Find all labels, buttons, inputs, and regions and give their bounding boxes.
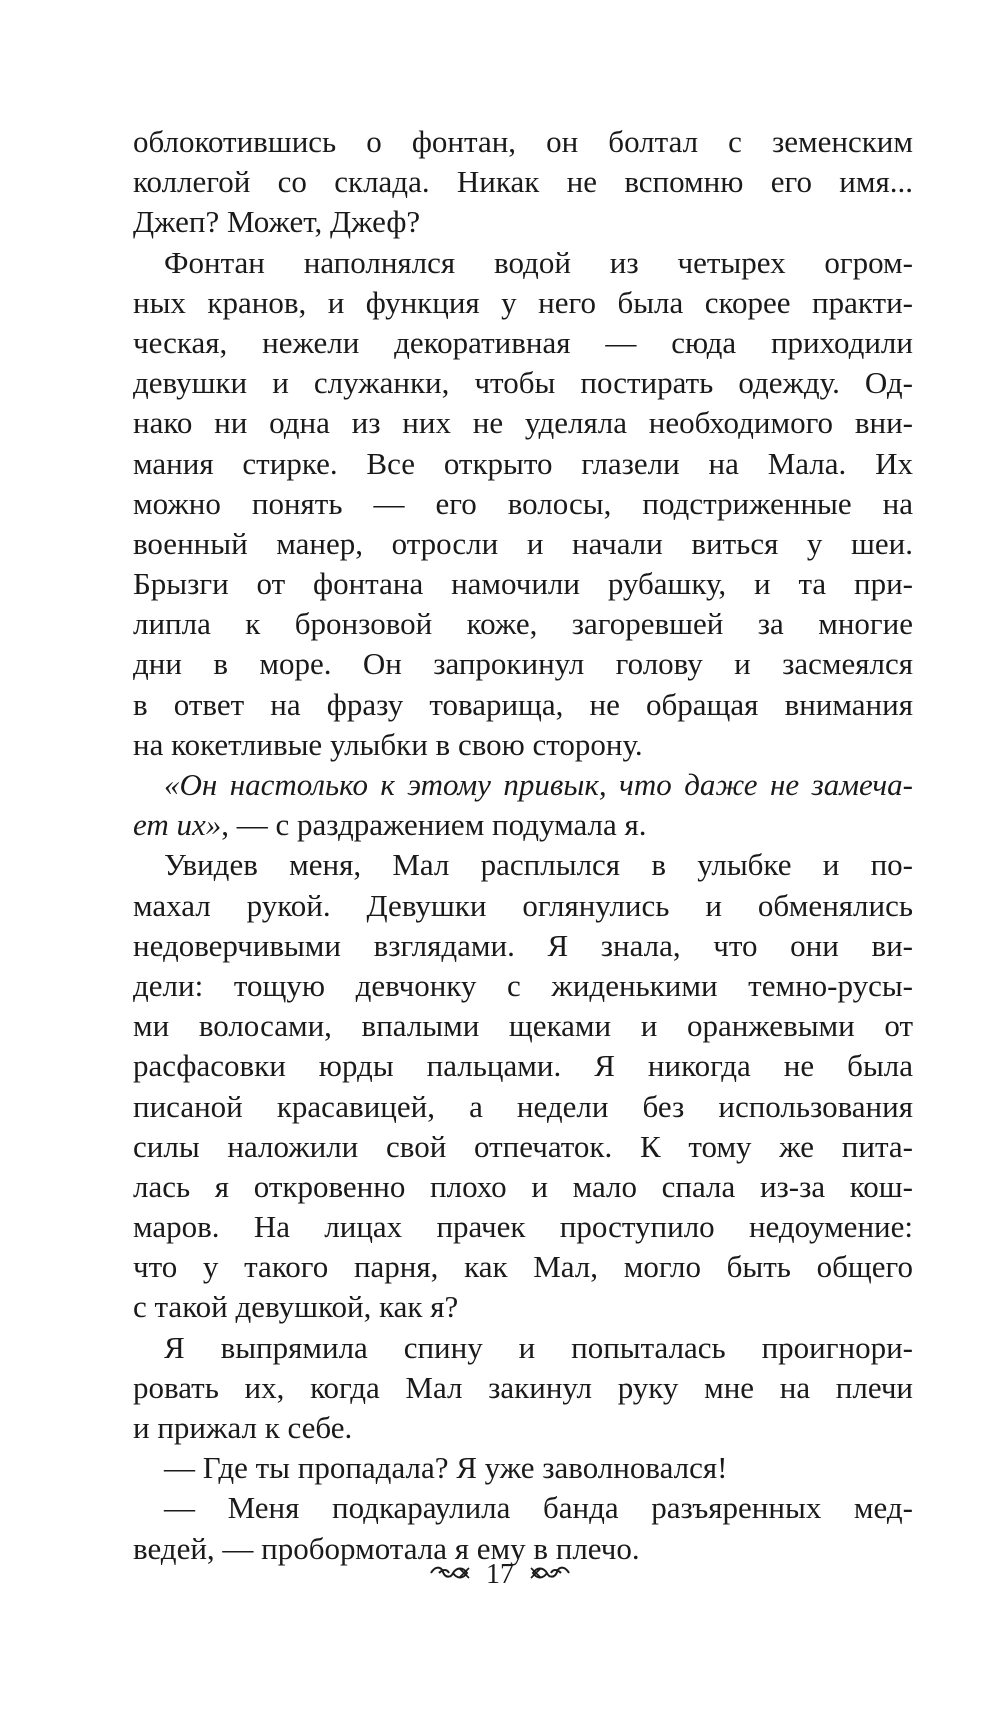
text-line: Я выпрямила спину и попыталась проигнори-	[164, 1329, 913, 1365]
text-line: — Где ты пропадала? Я уже заволновался!	[164, 1450, 728, 1486]
italic-fragment: ет их»	[133, 807, 222, 843]
text-line: можно понять — его волосы, подстриженные на	[133, 485, 913, 521]
text-line: ровать их, когда Мал закинул руку мне на плечи	[133, 1369, 913, 1405]
text-line: Увидев меня, Мал расплылся в улыбке и по-	[164, 847, 913, 883]
text-line: недоверчивыми взглядами. Я знала, что они ви-	[133, 927, 913, 963]
text-line: и прижал к себе.	[133, 1410, 353, 1445]
text-fragment: , — с раздражением подумала я.	[221, 807, 647, 843]
text-line: что у такого парня, как Мал, могло быть общего	[133, 1249, 913, 1285]
text-line: лась я откровенно плохо и мало спала из-за кош-	[133, 1168, 913, 1204]
text-line: ных кранов, и функция у него была скорее практи-	[133, 284, 913, 320]
text-line: военный манер, отросли и начали виться у шеи.	[133, 525, 913, 561]
text-line	[133, 805, 913, 845]
text-line: на кокетливые улыбки в свою сторону.	[133, 726, 643, 762]
text-line: облокотившись о фонтан, он болтал с земенским	[133, 124, 913, 159]
text-line: писаной красавицей, а недели без использования	[133, 1088, 913, 1124]
text-line: силы наложили свой отпечаток. К тому же пита-	[133, 1128, 913, 1164]
text-line: Джеп? Может, Джеф?	[133, 204, 421, 240]
ornament-left-icon	[429, 1559, 471, 1591]
text-line: мания стирке. Все открыто глазели на Мала. Их	[133, 445, 913, 481]
text-line: дели: тощую девчонку с жиденькими темно-русы-	[133, 967, 913, 1003]
text-line: в ответ на фразу товарища, не обращая внимания	[133, 686, 913, 722]
text-line: коллегой со склада. Никак не вспомню его имя...	[133, 164, 913, 200]
text-line: махал рукой. Девушки оглянулись и обменялись	[133, 887, 913, 923]
text-line: «Он настолько к этому привык, что даже не замеча-	[164, 767, 913, 802]
ornament-right-icon	[529, 1559, 571, 1591]
text-line: нако ни одна из них не уделяла необходимого вни-	[133, 405, 913, 441]
text-line: Брызги от фонтана намочили рубашку, и та при-	[133, 566, 913, 602]
page-number: 17	[486, 1558, 514, 1590]
text-line: дни в море. Он запрокинул голову и засмеялся	[133, 646, 913, 682]
text-line: маров. На лицах прачек проступило недоумение:	[133, 1209, 913, 1245]
text-line: с такой девушкой, как я?	[133, 1289, 459, 1325]
text-line: Фонтан наполнялся водой из четырех огром-	[164, 244, 913, 280]
page-footer	[0, 1557, 1000, 1591]
text-line: девушки и служанки, чтобы постирать одежду. Од-	[133, 365, 913, 401]
text-line: ведей, — пробормотала я ему в плечо.	[133, 1530, 640, 1566]
text-line: — Меня подкараулила банда разъяренных мед-	[164, 1490, 913, 1526]
text-line: липла к бронзовой коже, загоревшей за многие	[133, 606, 913, 642]
text-line: расфасовки юрды пальцами. Я никогда не была	[133, 1048, 913, 1084]
body-text	[133, 122, 913, 1569]
text-line: ми волосами, впалыми щеками и оранжевыми от	[133, 1008, 913, 1044]
text-line: ческая, нежели декоративная — сюда приходили	[133, 324, 913, 360]
